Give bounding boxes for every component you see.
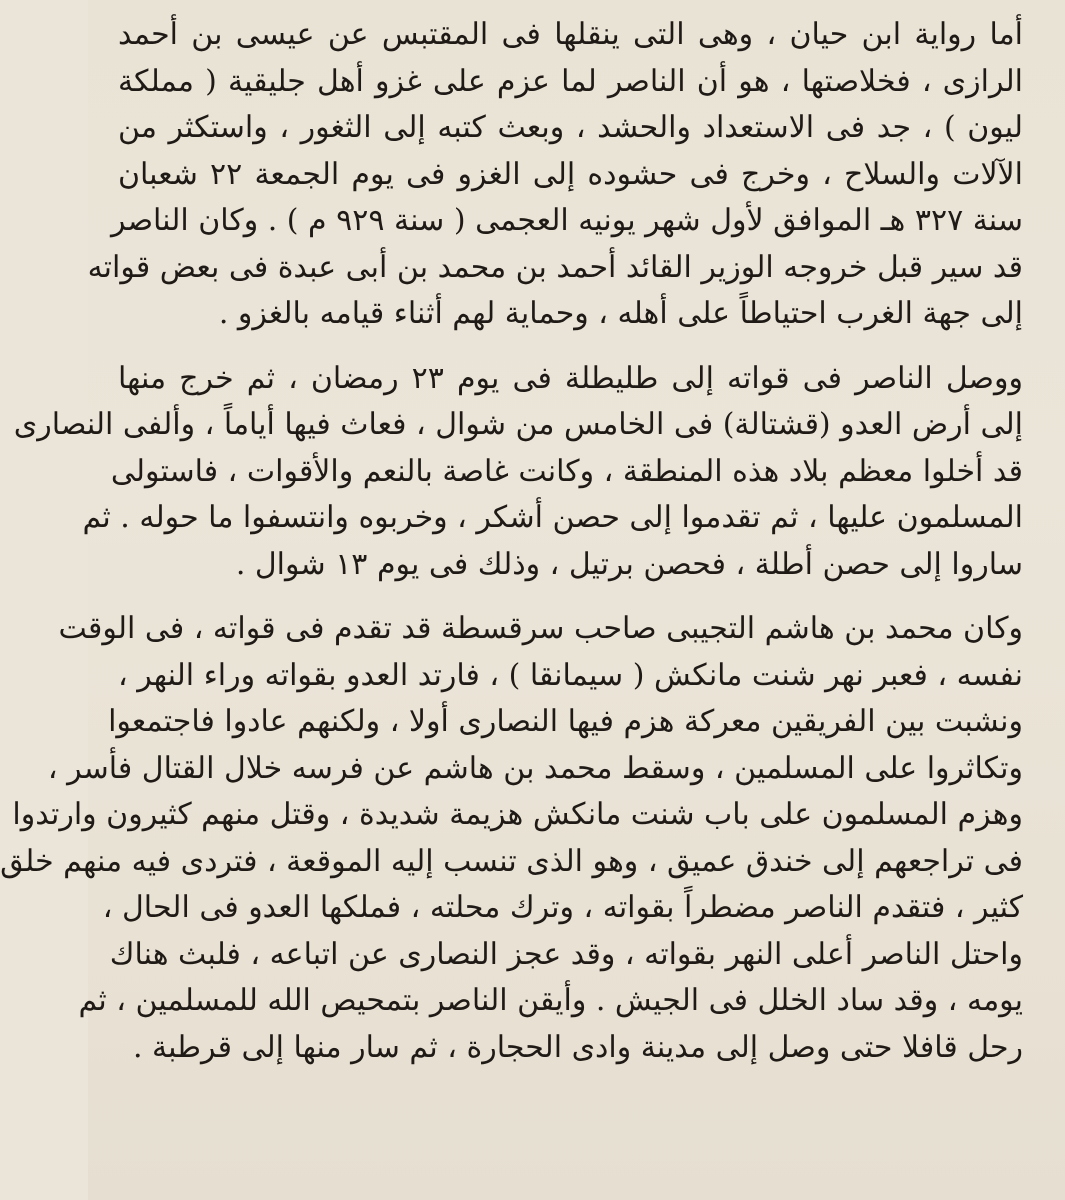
paragraph-3 (0, 606, 1023, 1071)
paragraph-2 (13, 356, 1023, 589)
text-line: وهزم المسلمون على باب شنت مانكش هزيمة شديدة ، وقتل منهم كثيرون وارتدوا (12, 797, 1023, 832)
text-line: فى تراجعهم إلى خندق عميق ، وهو الذى تنسب إليه الموقعة ، فتردى فيه منهم خلق (0, 843, 1023, 879)
text-line: واحتل الناصر أعلى النهر بقواته ، وقد عجز النصارى عن اتباعه ، فلبث هناك (109, 936, 1023, 972)
text-line: وتكاثروا على المسلمين ، وسقط محمد بن هاشم عن فرسه خلال القتال فأسر ، (47, 750, 1023, 786)
text-line: قد أخلوا معظم بلاد هذه المنطقة ، وكانت غاصة بالنعم والأقوات ، فاستولى (110, 453, 1023, 489)
text-line: كثير ، فتقدم الناصر مضطراً بقواته ، وترك محلته ، فملكها العدو فى الحال ، (102, 890, 1023, 925)
text-line: ساروا إلى حصن أطلة ، فحصن برتيل ، وذلك فى يوم ١٣ شوال . (235, 546, 1023, 582)
text-line: نفسه ، فعبر نهر شنت مانكش ( سيمانقا ) ، فارتد العدو بقواته وراء النهر ، (118, 657, 1023, 693)
text-line: الرازى ، فخلاصتها ، هو أن الناصر لما عزم على غزو أهل جليقية ( مملكة (118, 63, 1023, 99)
text-line: سنة ٣٢٧ هـ الموافق لأول شهر يونيه العجمى ( سنة ٩٢٩ م ) . وكان الناصر (111, 203, 1023, 238)
text-line: أما رواية ابن حيان ، وهى التى ينقلها فى المقتبس عن عيسى بن أحمد (118, 17, 1023, 52)
text-line: المسلمون عليها ، ثم تقدموا إلى حصن أشكر ، وخربوه وانتسفوا ما حوله . ثم (82, 500, 1023, 535)
text-line: قد سير قبل خروجه الوزير القائد أحمد بن محمد بن أبى عبدة فى بعض قواته (87, 249, 1023, 285)
text-line: وكان محمد بن هاشم التجيبى صاحب سرقسطة قد تقدم فى قواته ، فى الوقت (58, 611, 1023, 646)
text-line: ونشبت بين الفريقين معركة هزم فيها النصارى أولا ، ولكنهم عادوا فاجتمعوا (108, 704, 1023, 739)
text-line: رحل قافلا حتى وصل إلى مدينة وادى الحجارة ، ثم سار منها إلى قرطبة . (132, 1029, 1023, 1065)
text-line: الآلات والسلاح ، وخرج فى حشوده إلى الغزو فى يوم الجمعة ٢٢ شعبان (118, 156, 1023, 192)
text-line: إلى جهة الغرب احتياطاً على أهله ، وحماية لهم أثناء قيامه بالغزو . (218, 296, 1023, 331)
text-line: إلى أرض العدو (قشتالة) فى الخامس من شوال ، فعاث فيها أياماً ، وألفى النصارى (13, 407, 1023, 442)
text-line: يومه ، وقد ساد الخلل فى الجيش . وأيقن الناصر بتمحيص الله للمسلمين ، ثم (78, 983, 1023, 1018)
text-line: ووصل الناصر فى قواته إلى طليطلة فى يوم ٢٣ رمضان ، ثم خرج منها (118, 360, 1023, 396)
text-line: ليون ) ، جد فى الاستعداد والحشد ، وبعث كتبه إلى الثغور ، واستكثر من (118, 110, 1023, 145)
paragraph-1 (87, 12, 1023, 338)
